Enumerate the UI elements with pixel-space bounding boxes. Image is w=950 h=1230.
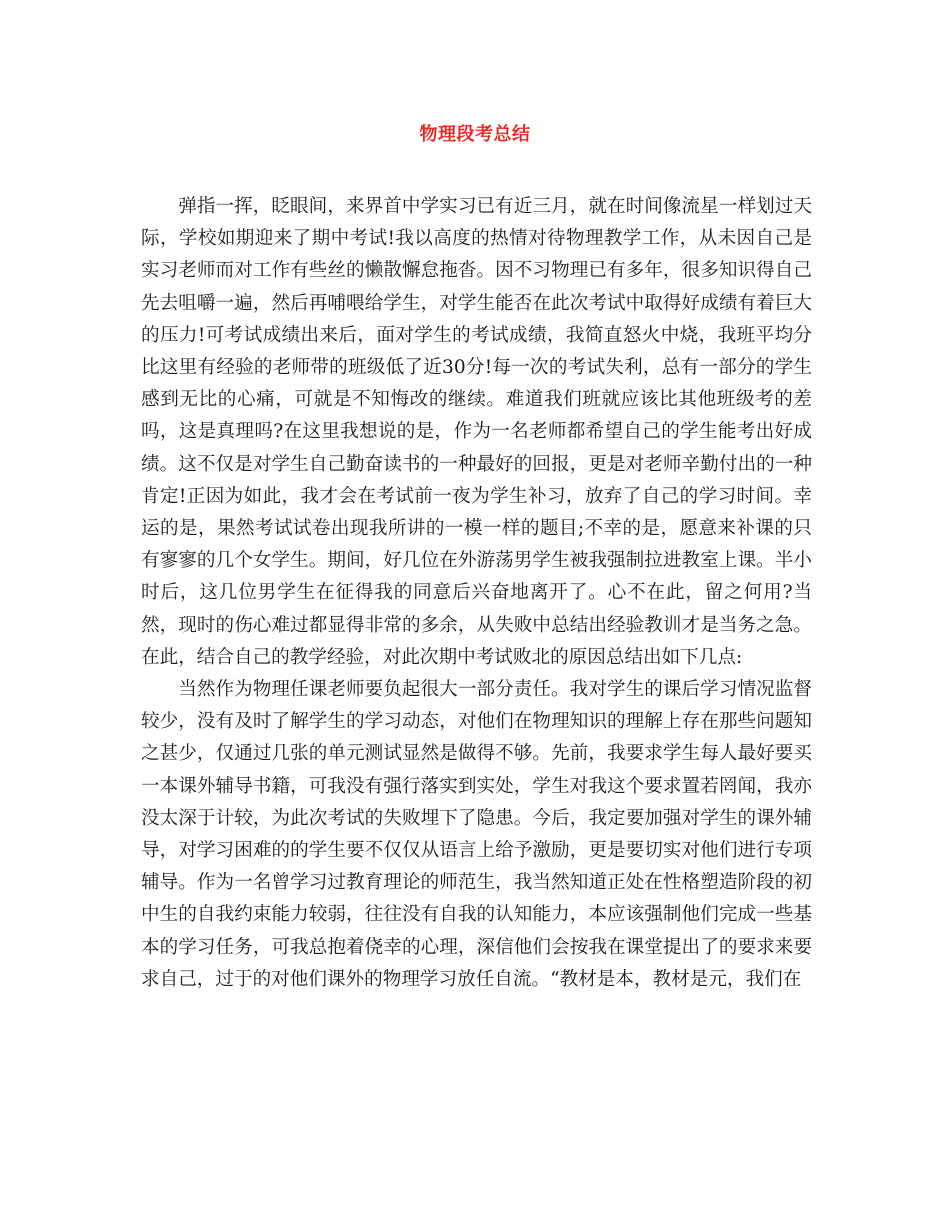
- paragraph-2: 当然作为物理任课老师要负起很大一部分责任。我对学生的课后学习情况监督较少，没有及时了解学生的学习动态，对他们在物理知识的理解上存在那些问题知之甚少，仅通过几张的单元测试显然是做得不够。先前，我要求学生每人最好要买一本课外辅导书籍，可我没有强行落实到实处，学生对我这个要求置若罔闻，我亦没太深于计较，为此次考试的失败埋下了隐患。今后，我定要加强对学生的课外辅导，对学习困难的的学生要不仅仅从语言上给予激励，更是要切实对他们进行专项辅导。作为一名曾学习过教育理论的师范生，我当然知道正处在性格塑造阶段的初中生的自我约束能力较弱，往往没有自我的认知能力，本应该强制他们完成一些基本的学习任务，可我总抱着侥幸的心理，深信他们会按我在课堂提出了的要求来要求自己，过于的对他们课外的物理学习放任自流。“教材是本，教材是元，我们在: [141, 679, 812, 990]
- document-body: [141, 191, 812, 996]
- document-title: 物理段考总结: [419, 124, 531, 145]
- paragraph-1: 弹指一挥，眨眼间，来界首中学实习已有近三月，就在时间像流星一样划过天际，学校如期迎来了期中考试!我以高度的热情对待物理教学工作，从未因自己是实习老师而对工作有些丝的懒散懈怠拖沓。因不习物理已有多年，很多知识得自己先去咀嚼一遍，然后再哺喂给学生，对学生能否在此次考试中取得好成绩有着巨大的压力!可考试成绩出来后，面对学生的考试成绩，我简直怒火中烧，我班平均分比这里有经验的老师带的班级低了近30分!每一次的考试失利，总有一部分的学生感到无比的心痛，可就是不知悔改的继续。难道我们班就应该比其他班级考的差吗，这是真理吗?在这里我想说的是，作为一名老师都希望自己的学生能考出好成绩。这不仅是对学生自己勤奋读书的一种最好的回报，更是对老师辛勤付出的一种肯定!正因为如此，我才会在考试前一夜为学生补习，放弃了自己的学习时间。幸运的是，果然考试试卷出现我所讲的一模一样的题目;不幸的是，愿意来补课的只有寥寥的几个女学生。期间，好几位在外游荡男学生被我强制拉进教室上课。半小时后，这几位男学生在征得我的同意后兴奋地离开了。心不在此，留之何用?当然，现时的伤心难过都显得非常的多余，从失败中总结出经验教训才是当务之急。在此，结合自己的教学经验，对此次期中考试败北的原因总结出如下几点:: [141, 196, 812, 668]
